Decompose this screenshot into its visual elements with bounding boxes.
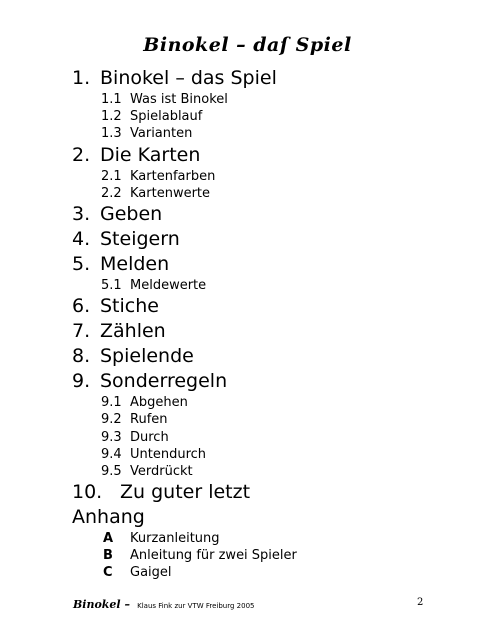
chapter-title: Sonderregeln — [100, 370, 228, 393]
chapter-title: Die Karten — [100, 143, 201, 166]
section-number: 9.4 — [101, 446, 122, 462]
toc-section — [0, 411, 495, 428]
section-number: 1.3 — [101, 126, 122, 142]
toc-chapter — [0, 252, 495, 277]
page-title: Binokel – daſ Spiel — [143, 34, 352, 56]
chapter-number: 7. — [72, 320, 91, 343]
chapter-title: Anhang — [72, 506, 145, 529]
toc-chapter — [0, 344, 495, 369]
section-number: B — [103, 548, 113, 564]
section-number: 9.1 — [101, 395, 122, 411]
toc-chapter — [0, 505, 495, 530]
section-number: 1.2 — [101, 109, 122, 125]
toc-section — [0, 564, 495, 581]
toc-section — [0, 429, 495, 446]
chapter-number: 6. — [72, 295, 91, 318]
chapter-number: 5. — [72, 252, 91, 275]
chapter-title: Melden — [100, 252, 170, 275]
toc-chapter — [0, 202, 495, 227]
toc-section — [0, 530, 495, 547]
section-number: 9.5 — [101, 463, 122, 479]
footer-brand: Binokel – — [73, 598, 130, 611]
toc-chapter — [0, 143, 495, 168]
section-number: 5.1 — [101, 277, 122, 293]
toc-chapter — [0, 294, 495, 319]
section-title: Anleitung für zwei Spieler — [130, 548, 297, 564]
chapter-number: 9. — [72, 370, 91, 393]
section-title: Durch — [130, 429, 169, 445]
toc-section — [0, 91, 495, 108]
chapter-title: Stiche — [100, 295, 159, 318]
toc-section — [0, 108, 495, 125]
section-title: Verdrückt — [130, 463, 193, 479]
toc-section — [0, 185, 495, 202]
section-title: Varianten — [130, 126, 193, 142]
chapter-number: 2. — [72, 143, 91, 166]
section-title: Gaigel — [130, 565, 172, 581]
toc-chapter — [0, 480, 495, 505]
toc-chapter — [0, 319, 495, 344]
chapter-number: 10. — [72, 481, 103, 504]
chapter-title: Zählen — [100, 320, 166, 343]
toc-chapter — [0, 369, 495, 394]
section-title: Abgehen — [130, 395, 188, 411]
section-title: Kartenfarben — [130, 168, 216, 184]
section-number: C — [103, 565, 113, 581]
chapter-title: Steigern — [100, 227, 180, 250]
chapter-number: 1. — [72, 67, 91, 89]
section-number: 2.1 — [101, 168, 122, 184]
chapter-title: Binokel – das Spiel — [100, 67, 277, 89]
page-footer — [73, 598, 255, 611]
table-of-contents — [0, 66, 495, 582]
toc-section — [0, 125, 495, 142]
chapter-number: 3. — [72, 202, 91, 225]
page-number: 2 — [417, 597, 424, 608]
chapter-title: Spielende — [100, 345, 194, 368]
section-title: Untendurch — [130, 446, 207, 462]
section-title: Spielablauf — [130, 109, 203, 125]
section-title: Meldewerte — [130, 277, 207, 293]
toc-section — [0, 168, 495, 185]
chapter-number: 8. — [72, 345, 91, 368]
section-title: Was ist Binokel — [130, 92, 228, 107]
toc-section — [0, 446, 495, 463]
toc-chapter — [0, 227, 495, 252]
chapter-title: Zu guter letzt — [120, 481, 251, 504]
section-title: Rufen — [130, 412, 168, 428]
toc-section — [0, 463, 495, 480]
toc-section — [0, 277, 495, 294]
chapter-number: 4. — [72, 227, 91, 250]
section-number: 2.2 — [101, 185, 122, 201]
toc-chapter — [0, 66, 495, 91]
section-number: 1.1 — [101, 92, 122, 107]
footer-credit: Klaus Fink zur VTW Freiburg 2005 — [137, 602, 255, 610]
section-title: Kartenwerte — [130, 185, 211, 201]
toc-section — [0, 394, 495, 411]
section-title: Kurzanleitung — [130, 531, 220, 547]
section-number: 9.2 — [101, 412, 122, 428]
section-number: A — [103, 531, 114, 547]
chapter-title: Geben — [100, 202, 163, 225]
section-number: 9.3 — [101, 429, 122, 445]
toc-section — [0, 547, 495, 564]
